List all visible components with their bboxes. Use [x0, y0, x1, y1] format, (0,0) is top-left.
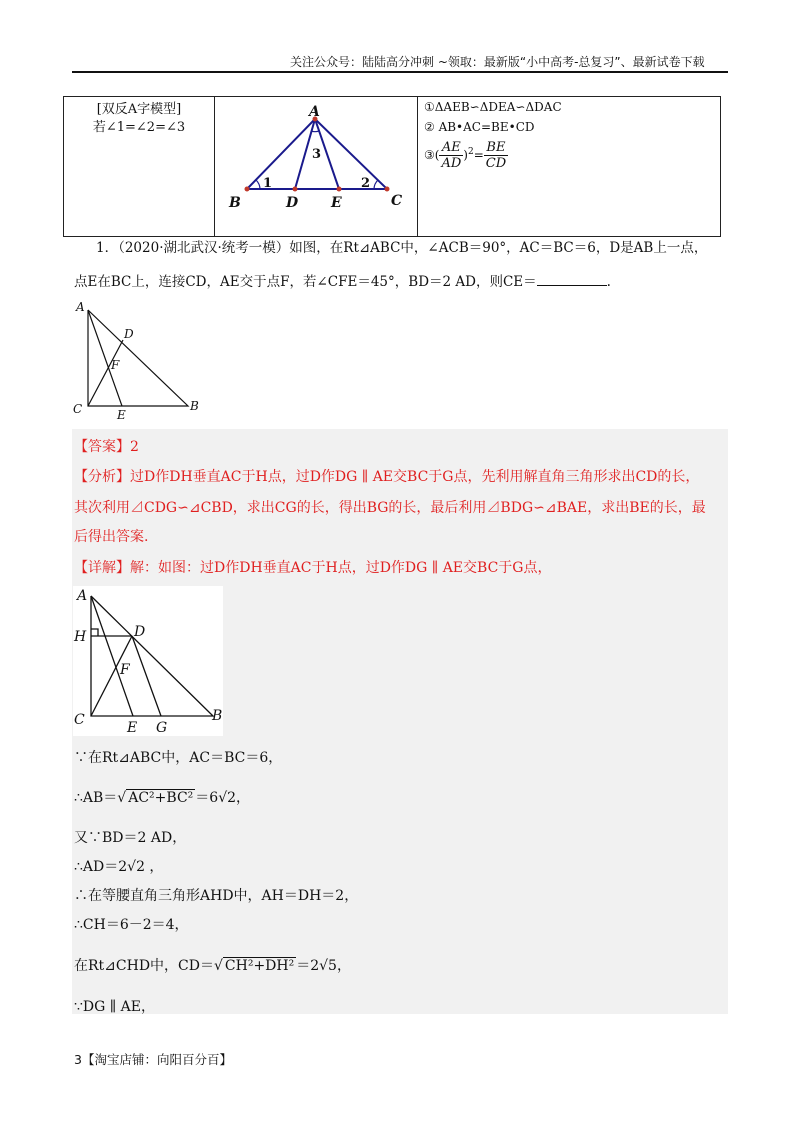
- header-divider: [72, 71, 728, 73]
- s-label-c: C: [74, 712, 85, 728]
- page-footer: 3【淘宝店铺：向阳百分百】: [74, 1052, 232, 1067]
- answer-blank: [537, 285, 607, 286]
- page-header: 关注公众号：陆陆高分冲刺 ~领取：最新版“小中高考-总复习”、最新试卷下载: [290, 55, 705, 69]
- analysis-line-3: 后得出答案.: [74, 529, 149, 545]
- q-label-a: A: [76, 300, 85, 314]
- step-8: ∵DG ∥ AE，: [74, 999, 156, 1015]
- fig-label-c: C: [391, 193, 403, 209]
- model-condition: 若∠1=∠2=∠3: [92, 120, 186, 135]
- step-1: ∵在Rt⊿ABC中，AC＝BC＝6，: [74, 750, 283, 766]
- step-4: ∴AD＝2√2 ，: [74, 859, 164, 875]
- model-table: [63, 96, 721, 237]
- fig-angle-2: 2: [361, 176, 371, 191]
- s-label-h: H: [74, 629, 87, 645]
- fig-angle-3: 3: [312, 147, 322, 162]
- fig-angle-1: 1: [263, 176, 273, 191]
- step-6: ∴CH＝6－2＝4，: [74, 917, 189, 933]
- s-label-f: F: [120, 662, 130, 678]
- q-label-e: E: [117, 408, 126, 422]
- question-line-1: 1．（2020·湖北武汉·统考一模）如图，在Rt⊿ABC中，∠ACB＝90°，AC＝BC＝6，D是AB上一点，: [96, 240, 708, 256]
- conclusion-1: ①ΔAEB∽ΔDEA∽ΔDAC: [424, 100, 562, 114]
- detail-line-1: 【详解】解：如图：过D作DH垂直AC于H点，过D作DG ∥ AE交BC于G点，: [74, 560, 552, 576]
- s-label-b: B: [212, 708, 223, 724]
- conclusion-3: ③( $\frac{AE}{AD}$ )$^2$= $\frac{BE}{CD}$: [424, 140, 507, 171]
- conclusion-2: ② AB•AC=BE•CD: [424, 120, 535, 134]
- solution-figure: [73, 586, 223, 736]
- s-label-e: E: [127, 720, 138, 736]
- s-label-g: G: [156, 720, 168, 736]
- step-2: ∴AB＝√ AC²+BC² ＝6√2，: [74, 790, 251, 806]
- model-figure-cell: [215, 97, 418, 237]
- analysis-line-1: 【分析】过D作DH垂直AC于H点，过D作DG ∥ AE交BC于G点，先利用解直角三角形求出CD的长，: [74, 469, 700, 485]
- answer-line: 【答案】2: [74, 439, 139, 455]
- model-conclusions-cell: [418, 97, 721, 237]
- s-label-a: A: [77, 588, 88, 604]
- question-line-2: 点E在BC上，连接CD，AE交于点F，若∠CFE＝45°，BD＝2 AD，则CE＝ .: [74, 274, 611, 290]
- q-label-d: D: [124, 327, 134, 341]
- step-7: 在Rt⊿CHD中，CD＝√ CH²+DH² ＝2√5，: [74, 958, 351, 974]
- s-label-d: D: [134, 624, 146, 640]
- q-label-c: C: [73, 402, 83, 416]
- fraction-be-cd: $\frac{BE}{CD}$: [485, 140, 507, 171]
- fraction-ae-ad: $\frac{AE}{AD}$: [441, 140, 462, 171]
- fig-label-e: E: [331, 195, 342, 211]
- double-a-figure: [215, 97, 417, 232]
- step-3: 又∵BD＝2 AD，: [74, 830, 187, 846]
- question-figure: [66, 298, 206, 423]
- analysis-line-2: 其次利用⊿CDG∽⊿CBD，求出CG的长，得出BG的长，最后利用⊿BDG∽⊿BAE，求出BE的长，最: [74, 500, 706, 516]
- step-5: ∴在等腰直角三角形AHD中，AH＝DH＝2，: [74, 888, 359, 904]
- q-label-b: B: [190, 399, 199, 413]
- model-title-cell: [64, 97, 215, 237]
- fig-label-b: B: [229, 195, 241, 211]
- fig-label-a: A: [309, 104, 320, 120]
- fig-label-d: D: [286, 195, 299, 211]
- model-title: [双反A字模型]: [96, 102, 182, 117]
- q-label-f: F: [111, 358, 120, 372]
